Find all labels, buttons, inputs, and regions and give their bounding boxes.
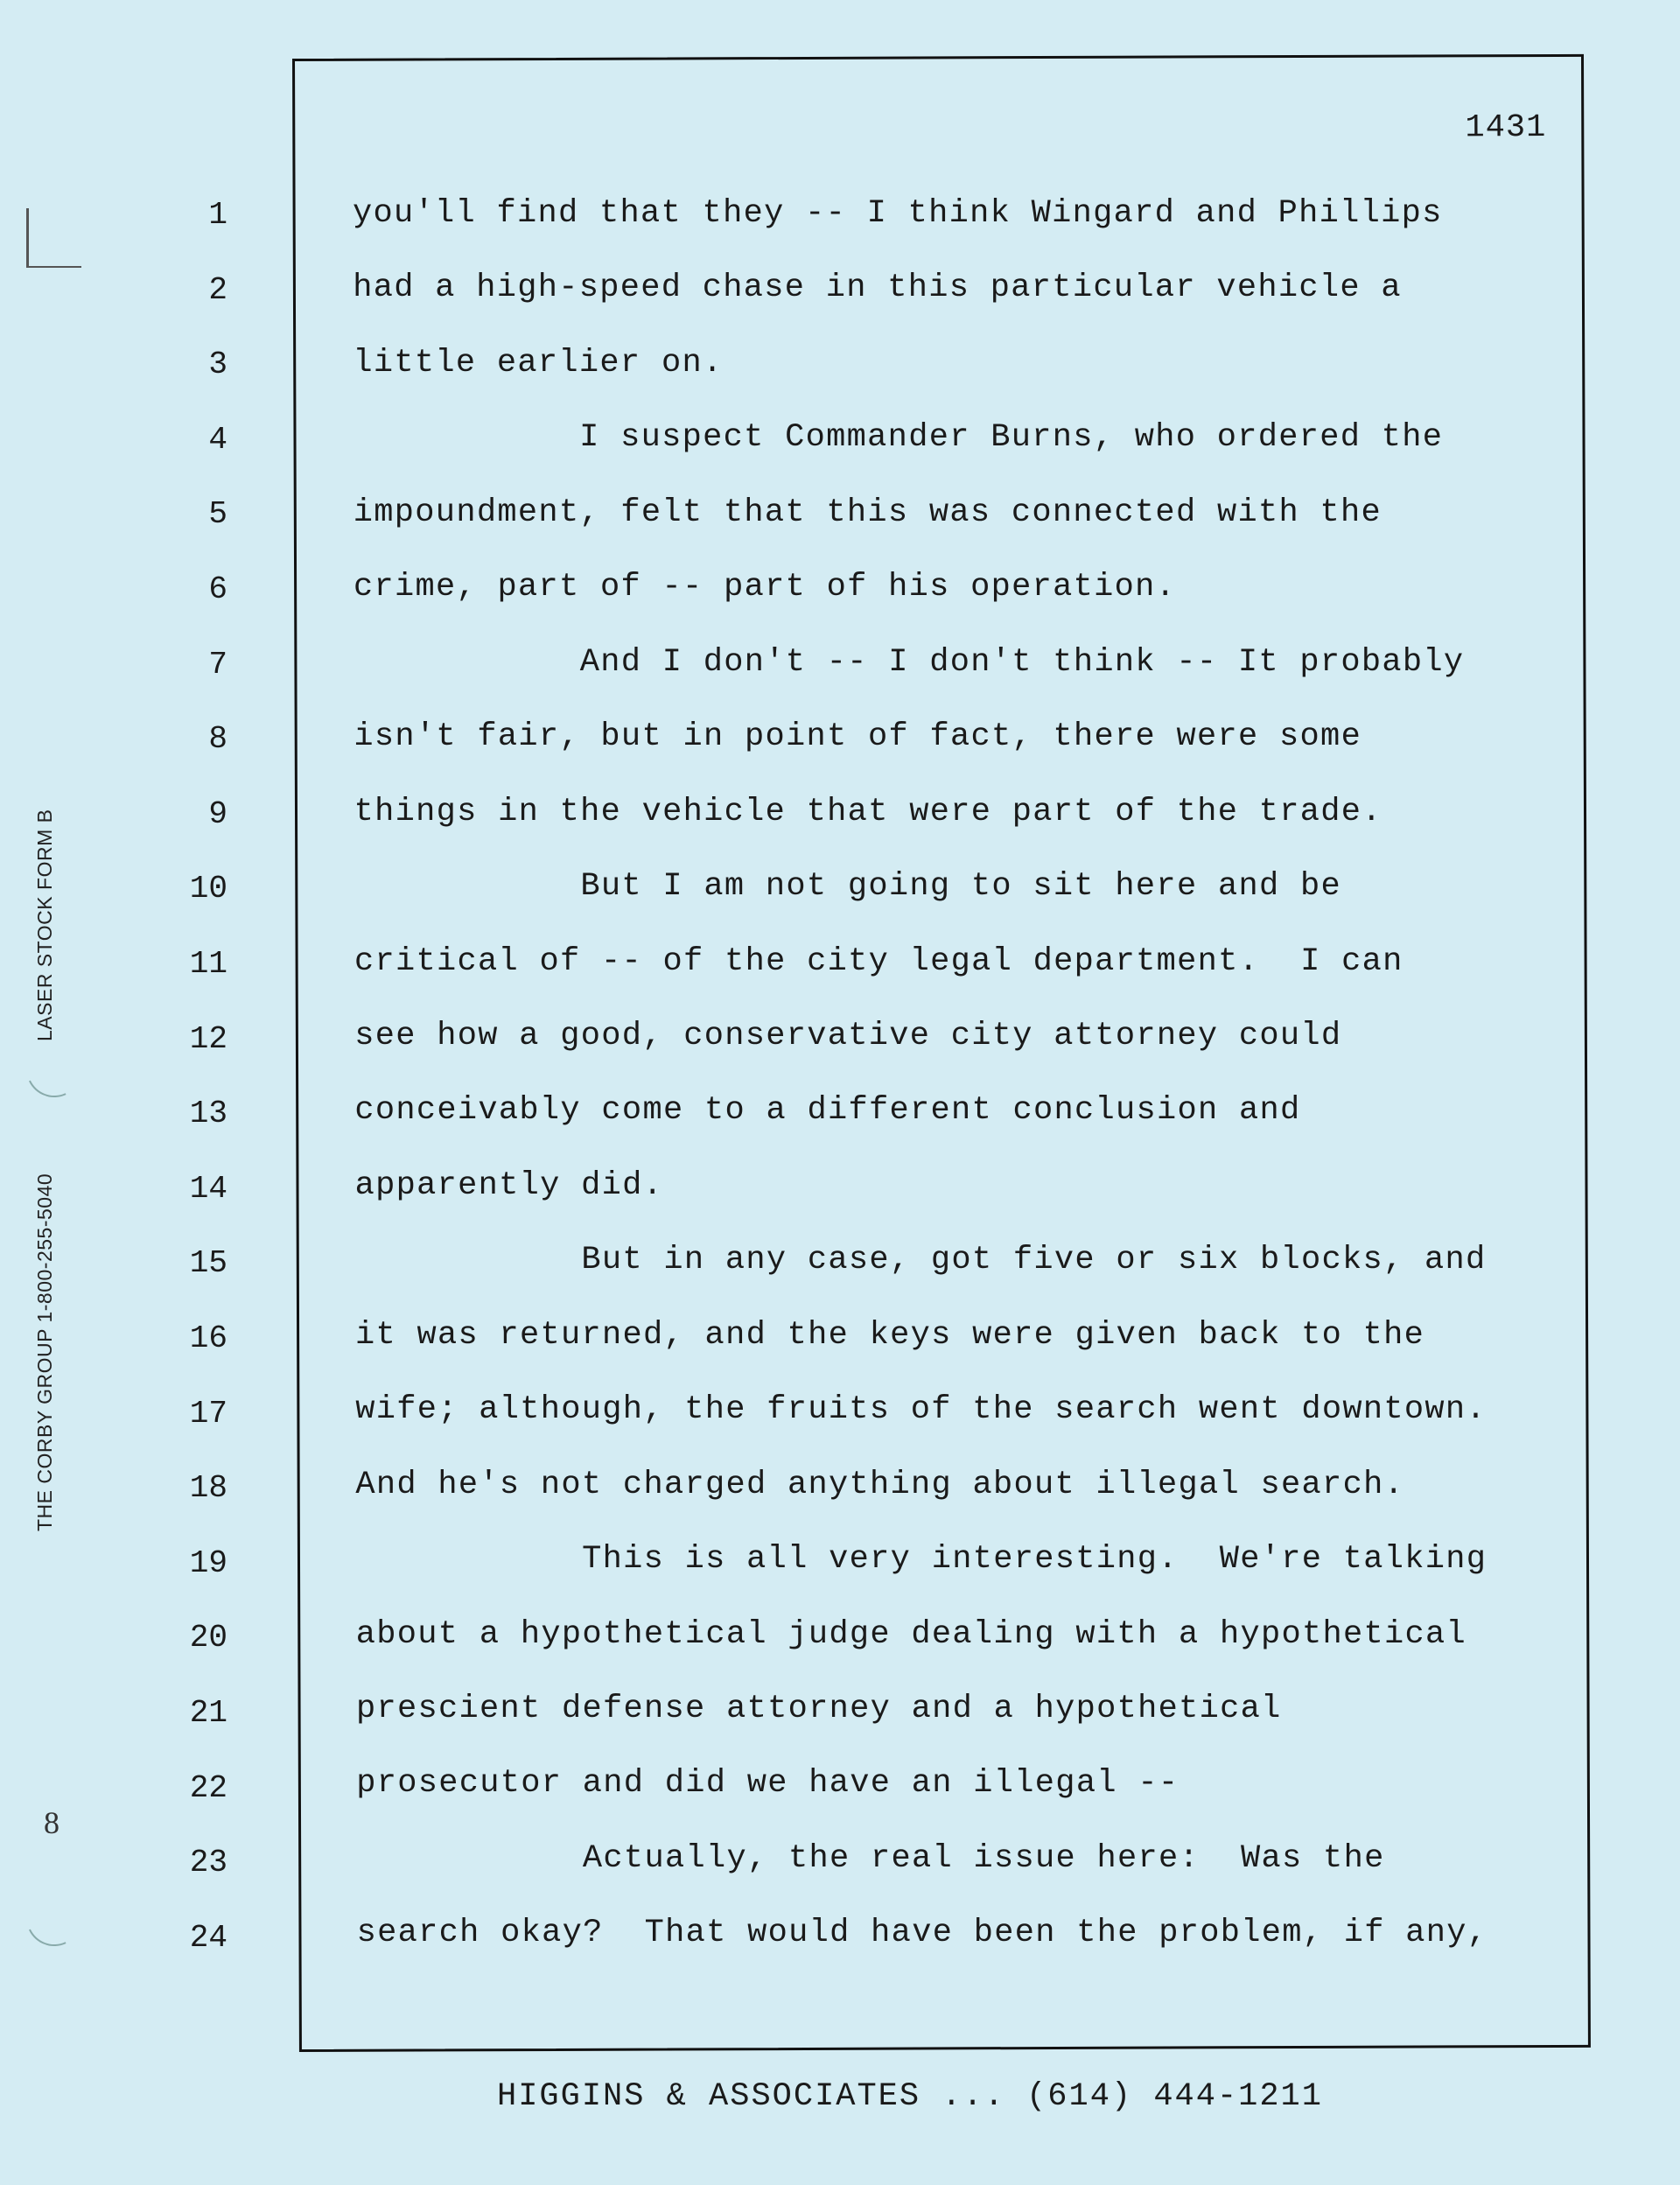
publisher-label: THE CORBY GROUP 1-800-255-5040 [33,1173,56,1531]
line-number: 21 [189,1695,228,1731]
line-number: 7 [208,646,228,683]
line-number: 18 [189,1470,228,1507]
transcript-line: prescient defense attorney and a hypothetical [356,1691,1282,1727]
line-number: 14 [189,1170,228,1207]
transcript-line: impoundment, felt that this was connected with the [353,494,1382,531]
transcript-line: But in any case, got five or six blocks, and [354,1242,1487,1279]
transcript-line: it was returned, and the keys were given back to the [355,1316,1425,1354]
transcript-line: things in the vehicle that were part of the trade. [354,793,1382,830]
line-number: 22 [189,1769,228,1806]
transcript-line: about a hypothetical judge dealing with a hypothetical [355,1615,1466,1653]
line-number: 4 [208,421,228,458]
transcript-line: little earlier on. [353,344,724,382]
line-number: 6 [208,571,228,607]
line-number: 9 [208,795,228,832]
line-number: 23 [189,1845,228,1881]
line-number: 10 [189,871,228,907]
transcript-line: But I am not going to sit here and be [354,868,1341,906]
transcript-line: crime, part of -- part of his operation. [354,569,1177,606]
page-corner-bracket [26,208,81,268]
line-number: 2 [208,271,228,308]
line-number: 17 [189,1395,228,1432]
line-number: 3 [208,347,228,383]
transcript-line: you'll find that they -- I think Wingard and Phillips [353,195,1443,232]
punch-hole-mark [18,1033,90,1105]
line-number: 19 [189,1544,228,1581]
form-label: LASER STOCK FORM B [33,809,56,1041]
transcript-line: see how a good, conservative city attorney could [354,1017,1342,1054]
transcript-line: conceivably come to a different conclusion and [354,1092,1301,1130]
transcript-line: apparently did. [354,1166,664,1204]
line-number: 15 [189,1245,228,1282]
line-number: 20 [189,1620,228,1656]
transcript-line: This is all very interesting. We're talking [355,1541,1488,1579]
transcript-line: wife; although, the fruits of the search went downtown. [355,1391,1487,1429]
transcript-line: isn't fair, but in point of fact, there were some [354,718,1362,756]
punch-hole-mark [18,1882,90,1954]
line-number: 12 [189,1020,228,1057]
transcript-line: had a high-speed chase in this particular vehicle a [353,270,1402,307]
transcript-line: And he's not charged anything about illegal search. [355,1466,1405,1503]
margin-mark: 8 [44,1805,60,1840]
line-number: 16 [189,1320,228,1356]
transcript-line: prosecutor and did we have an illegal -- [356,1765,1180,1803]
line-number: 11 [189,946,228,982]
line-number: 13 [189,1096,228,1132]
transcript-line: I suspect Commander Burns, who ordered the [353,419,1444,457]
line-number: 24 [189,1919,228,1956]
transcript-line: And I don't -- I don't think -- It probably [354,643,1465,681]
transcript-line: critical of -- of the city legal department. I can [354,942,1404,980]
line-number: 1 [208,197,228,233]
page-number: 1431 [1465,109,1547,147]
transcript-line: Actually, the real issue here: Was the [356,1839,1385,1877]
transcript-line: search okay? That would have been the problem, if any, [356,1915,1488,1952]
line-number: 5 [208,496,228,533]
line-number: 8 [208,721,228,758]
reporter-footer: HIGGINS & ASSOCIATES ... (614) 444-1211 [497,2078,1323,2115]
